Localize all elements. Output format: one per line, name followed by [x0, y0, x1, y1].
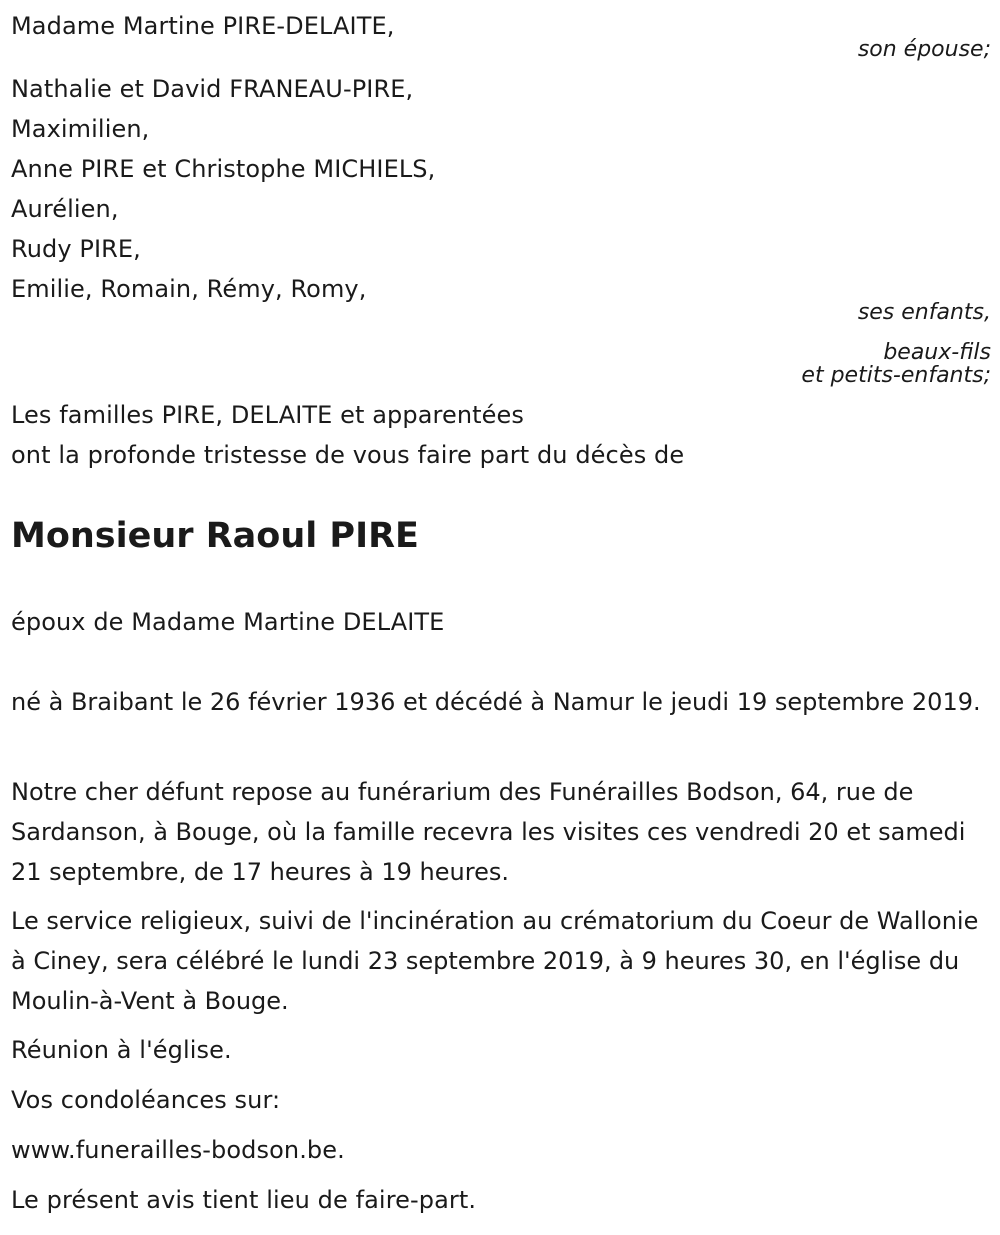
child-line: Anne PIRE et Christophe MICHIELS,: [11, 155, 436, 183]
notice-line: Le présent avis tient lieu de faire-part.: [11, 1186, 477, 1214]
deceased-name: Monsieur Raoul PIRE: [11, 516, 419, 556]
condolences-label: Vos condoléances sur:: [11, 1086, 281, 1114]
spouse-name: Madame Martine PIRE-DELAITE,: [11, 12, 395, 40]
announcement-line: ont la profonde tristesse de vous faire part du décès de: [11, 441, 685, 469]
meeting-line: Réunion à l'église.: [11, 1036, 232, 1064]
grandchildren-role: et petits-enfants;: [801, 363, 991, 388]
children-role: ses enfants,: [857, 300, 991, 325]
child-line: Rudy PIRE,: [11, 235, 141, 263]
birth-death-paragraph: né à Braibant le 26 février 1936 et décédé à Namur le jeudi 19 septembre 2019.: [11, 688, 981, 716]
visitation-paragraph: Notre cher défunt repose au funérarium des Funérailles Bodson, 64, rue de Sardanson, à Bouge, où la famille recevra les visites ces vendredi 20 et samedi 21 septembre, de 17 heures à 19 heures.: [11, 778, 966, 886]
spouse-role: son épouse;: [857, 37, 991, 62]
child-line: Emilie, Romain, Rémy, Romy,: [11, 275, 367, 303]
child-line: Maximilien,: [11, 115, 150, 143]
website-link[interactable]: www.funerailles-bodson.be.: [11, 1136, 345, 1164]
spouse-of-line: époux de Madame Martine DELAITE: [11, 608, 445, 636]
families-line: Les familles PIRE, DELAITE et apparentées: [11, 401, 524, 429]
service-paragraph: Le service religieux, suivi de l'incinération au crématorium du Coeur de Wallonie à Ciney, sera célébré le lundi 23 septembre 2019, à 9 heures 30, en l'église du Moulin-à-Vent à Bouge.: [11, 907, 979, 1015]
child-line: Aurélien,: [11, 195, 119, 223]
child-line: Nathalie et David FRANEAU-PIRE,: [11, 75, 414, 103]
sons-in-law-role: beaux-fils: [883, 340, 991, 365]
